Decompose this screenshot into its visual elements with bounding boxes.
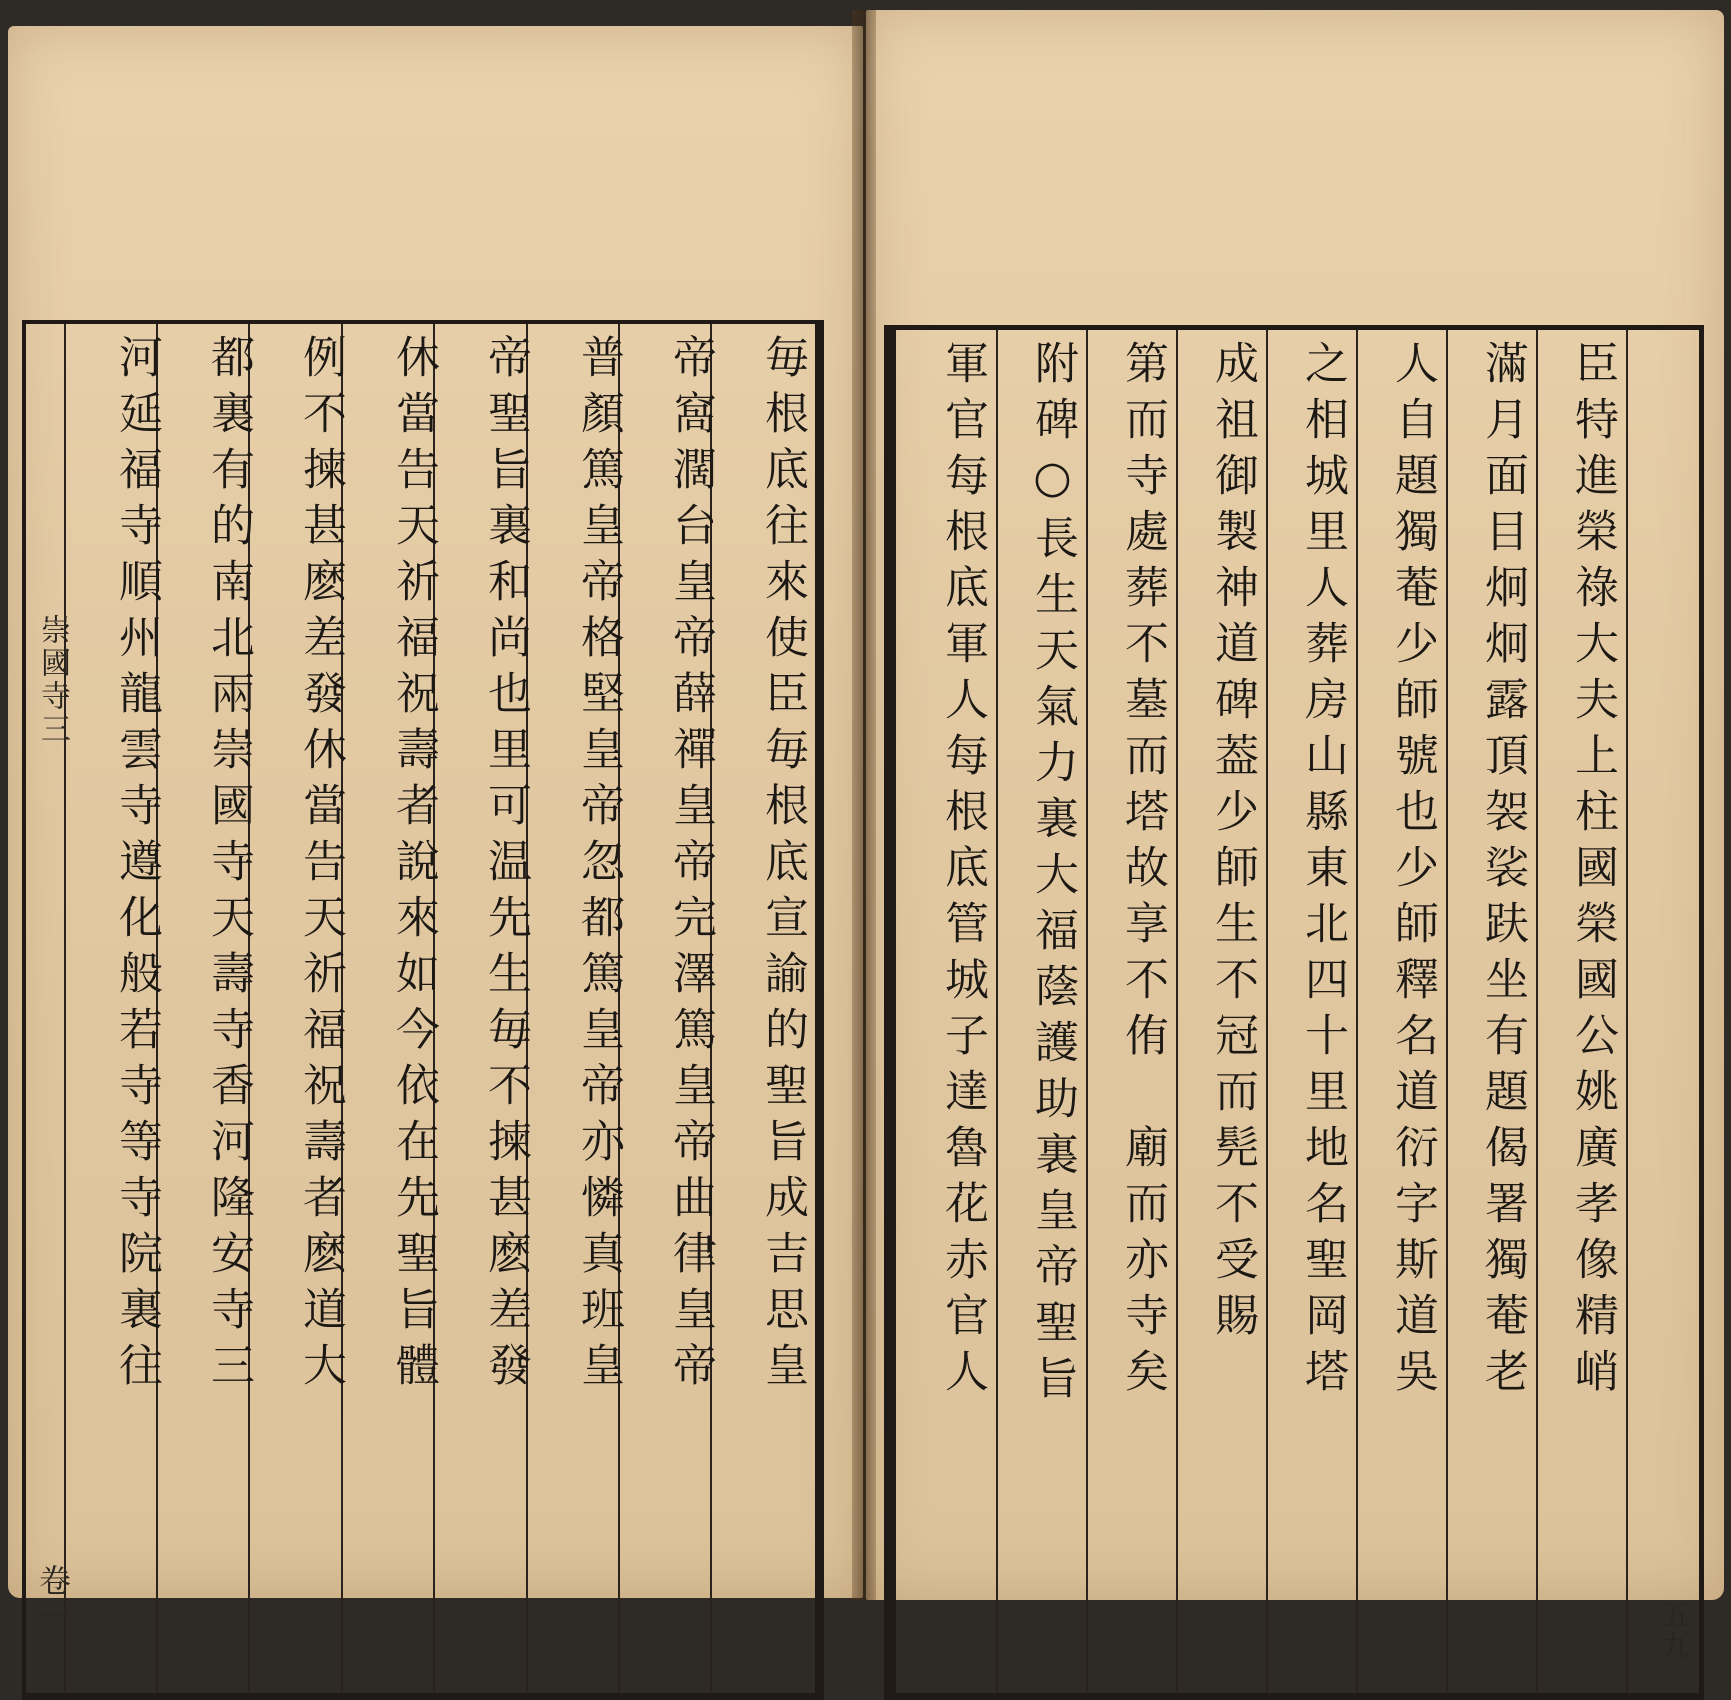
text-column: 休當告天祈福祝壽者說來如今依在先聖旨體	[388, 334, 439, 1398]
text-column: 成祖御製神道碑葢少師生不冠而髡不受賜	[1207, 340, 1258, 1348]
book-gutter	[852, 10, 876, 1600]
juan-label: 卷一	[34, 1564, 72, 1634]
center-label: 崇國寺三	[35, 614, 70, 746]
folio-number: 五九	[1658, 1600, 1691, 1662]
right-text-frame	[884, 325, 1704, 1700]
text-column: 例不揀甚麽差發休當告天祈福祝壽者麽道大	[295, 334, 346, 1398]
left-text-frame	[22, 320, 824, 1700]
text-column: 帝窩濶台皇帝薛禪皇帝完澤篤皇帝曲律皇帝	[665, 334, 716, 1398]
text-column: 普顏篤皇帝格堅皇帝忽都篤皇帝亦憐真班皇	[573, 334, 624, 1398]
text-column: 第而寺處葬不墓而塔故享不侑 廟而亦寺矣	[1117, 340, 1168, 1404]
text-column: 人自題獨菴少師號也少師釋名道衍字斯道吳	[1387, 340, 1438, 1404]
text-column: 臣特進榮祿大夫上柱國榮國公姚廣孝像精峭	[1567, 340, 1618, 1404]
text-column: 都裏有的南北兩崇國寺天壽寺香河隆安寺三	[203, 334, 254, 1398]
text-column: 軍官每根底軍人每根底管城子達魯花赤官人	[937, 340, 988, 1404]
text-column: 之相城里人葬房山縣東北四十里地名聖岡塔	[1297, 340, 1348, 1404]
text-column: 河延福寺順州龍雲寺遵化般若寺等寺院裏往	[111, 334, 162, 1398]
column-rule	[64, 324, 66, 1693]
text-column: 滿月面目炯炯露頂袈裟趺坐有題偈署獨菴老	[1477, 340, 1528, 1404]
text-column: 帝聖旨裏和尚也里可温先生毎不揀甚麽差發	[480, 334, 531, 1398]
text-column: 附碑○長生天氣力裏大福蔭護助裏皇帝聖旨	[1027, 340, 1078, 1411]
text-column: 毎根底往來使臣毎根底宣諭的聖旨成吉思皇	[757, 334, 808, 1398]
